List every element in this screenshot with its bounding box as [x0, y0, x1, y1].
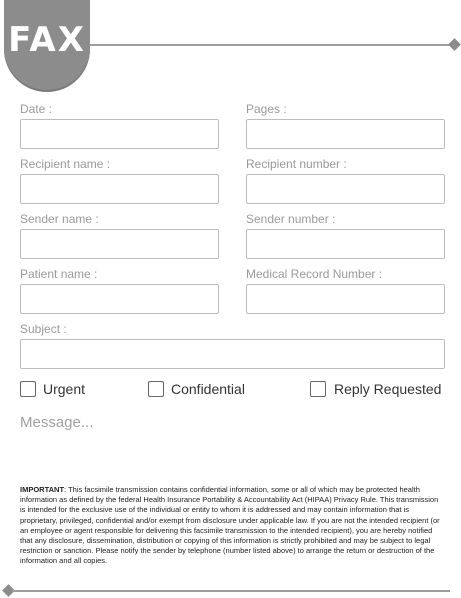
sender-number-label: Sender number : [246, 212, 336, 226]
urgent-label: Urgent [43, 381, 86, 397]
sender-name-field[interactable] [20, 229, 219, 259]
notice-body: : This facsimile transmission contains confidential information, some or all of which may be protected health information as defined by the federal Health Insurance Portability & Accountability Act (HIPAA) Privacy Rule. This transmission is intended for the exclusive use of the individual or entity to whom it is addressed and may contain information that is proprietary, privileged, confidential and/or exempt from disclosure under applicable law. If you are not the intended recipient (or an employee or agent responsible for delivering this facsimile transmission to the intended recipient), you are hereby notified that any disclosure, dissemination, distribution or copying of this information is strictly prohibited and may be subject to legal restriction or sanction. Please notify the sender by telephone (number listed above) to arrange the return or destruction of the information and all copies. [20, 485, 440, 566]
top-divider [90, 44, 450, 46]
urgent-option[interactable] [20, 381, 85, 397]
pages-field[interactable] [246, 119, 445, 149]
sender-number-field[interactable] [246, 229, 445, 259]
reply-requested-label: Reply Requested [334, 381, 442, 397]
recipient-name-field[interactable] [20, 174, 219, 204]
message-area[interactable]: Message... [20, 414, 94, 431]
urgent-checkbox[interactable] [20, 381, 36, 397]
recipient-number-field[interactable] [246, 174, 445, 204]
medical-record-label: Medical Record Number : [246, 267, 383, 281]
bottom-divider [12, 590, 450, 592]
fax-title: FAX [8, 20, 86, 60]
reply-requested-checkbox[interactable] [310, 381, 326, 397]
pages-label: Pages : [246, 102, 287, 116]
recipient-number-label: Recipient number : [246, 157, 347, 171]
date-label: Date : [20, 102, 53, 116]
sender-name-label: Sender name : [20, 212, 99, 226]
date-field[interactable] [20, 119, 219, 149]
confidential-option[interactable] [148, 381, 245, 397]
confidential-label: Confidential [171, 381, 245, 397]
subject-label: Subject : [20, 322, 67, 336]
reply-requested-option[interactable] [310, 381, 441, 397]
subject-field[interactable] [20, 339, 445, 369]
confidentiality-notice [20, 485, 440, 567]
recipient-name-label: Recipient name : [20, 157, 111, 171]
patient-name-label: Patient name : [20, 267, 98, 281]
top-diamond-ornament [448, 38, 461, 51]
fax-badge [4, 0, 90, 92]
patient-name-field[interactable] [20, 284, 219, 314]
medical-record-field[interactable] [246, 284, 445, 314]
notice-heading: IMPORTANT [20, 485, 65, 494]
confidential-checkbox[interactable] [148, 381, 164, 397]
